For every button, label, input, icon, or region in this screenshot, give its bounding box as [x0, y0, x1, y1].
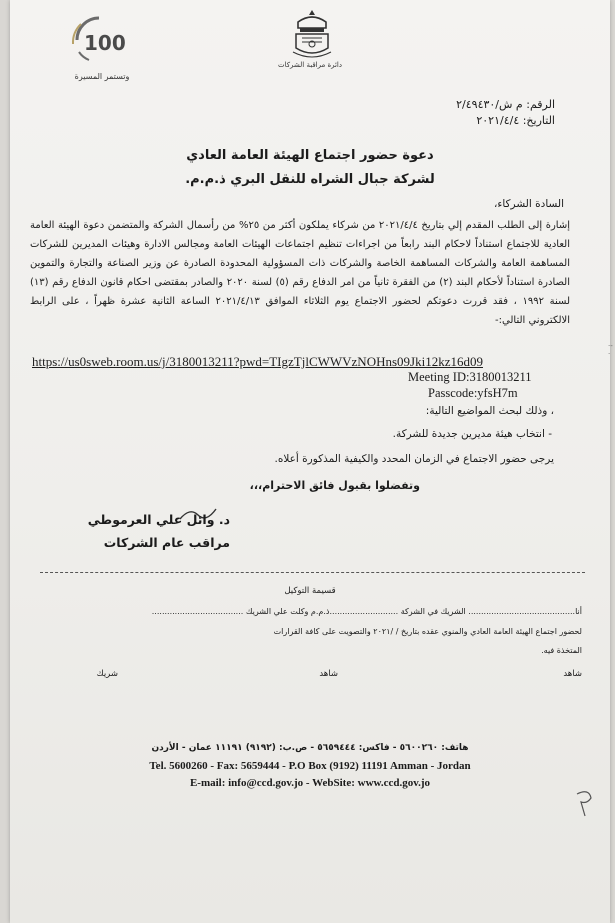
- salutation: السادة الشركاء،: [494, 198, 564, 210]
- reference-block: [456, 98, 555, 130]
- proxy-line-2: لحضور اجتماع الهيئة العامة العادي والمنوي عقده بتاريخ / /٢٠٢١ والتصويت على كافة القرارات: [273, 627, 582, 636]
- witness-label: شاهد: [563, 669, 582, 679]
- reference-date: التاريخ: ٢٠٢١/٤/٤: [476, 114, 555, 127]
- proxy-line-3: المتخذة فيه.: [541, 646, 582, 655]
- meeting-passcode: Passcode:yfsH7m: [428, 386, 518, 400]
- partner-label: شريك: [96, 669, 118, 679]
- centennial-100-logo: [67, 14, 137, 66]
- pen-mark: [573, 788, 597, 822]
- topic-item: - انتخاب هيئة مديرين جديدة للشركة.: [392, 428, 552, 440]
- proxy-line-1: أنا.......................................... الشريك في الشركة ...........................ذ.م.م وكلت علي الشريك ....................................: [151, 607, 582, 616]
- footer-english-contact: Tel. 5600260 - Fax: 5659444 - P.O Box (9192) 11191 Amman - Jordan: [149, 760, 471, 772]
- footer-email-website: E-mail: info@ccd.gov.jo - WebSite: www.ccd.gov.jo: [189, 777, 431, 789]
- meeting-id: Meeting ID:3180013211: [408, 370, 532, 384]
- cut-line-divider: [40, 572, 585, 573]
- logo-caption: وتستمر المسيرة: [74, 72, 130, 81]
- signatory-title: مراقب عام الشركات: [103, 535, 230, 550]
- document-title: دعوة حضور اجتماع الهيئة العامة العادي: [186, 148, 434, 163]
- attendance-request: يرجى حضور الاجتماع في الزمان المحدد والكيفية المذكورة أعلاه.: [274, 453, 554, 465]
- body-paragraph: إشارة إلى الطلب المقدم إلي بتاريخ ٢٠٢١/٤/٤ من شركاء يملكون أكثر من ٢٥% من رأسمال الشركة والمتضمن دعوة الهيئة العامة العادية للاجتماع استناداً لاحكام البند رابعاً من اجراءات تنظيم اجتماعات الهيئات العامة ومجالس الادارة وهيئات المديرين للشركات المساهمة العامة والشركات المساهمة الخاصة والشركات ذات المسؤولية المحدودة الصادرة عن وزير الصناعة والتجارة والتموين الصادرة استناداً لأحكام البند (٢) من الفقرة ثانياً من امر الدفاع رقم (٥) لسنة ٢٠٢٠ والصادر بمقتضى احكام قانون الدفاع رقم (١٣) لسنة ١٩٩٢ ، فقد قررت دعوتكم لحضور الاجتماع يوم الثلاثاء الموافق ٢٠٢١/٤/١٣ الساعة الثانية عشرة ظهراً ، على الرابط الالكتروني التالي:-: [30, 220, 570, 326]
- witness-label: شاهد: [319, 669, 338, 679]
- document-page: [10, 0, 613, 923]
- closing-line: وتفضلوا بقبول فائق الاحترام،،،: [249, 479, 420, 492]
- footer-arabic-contact: هاتف: ٥٦٠٠٢٦٠ - فاكس: ٥٦٥٩٤٤٤ - ص.ب: (٩١٩٢) ١١١٩١ عمان - الأردن: [151, 743, 469, 753]
- proxy-title: قسيمة التوكيل: [284, 586, 336, 596]
- seal-caption: دائرة مراقبة الشركات: [278, 61, 342, 69]
- signatory-name: د. وائل علي العرموطي: [87, 512, 230, 527]
- reference-number: الرقم: م ش/٢/٤٩٤٣٠: [456, 98, 555, 111]
- centennial-logo: [62, 14, 142, 84]
- crown-seal-icon: [290, 8, 334, 60]
- document-subtitle: لشركة جبال الشراه للنقل البري ذ.م.م.: [185, 172, 435, 187]
- ministry-seal: [278, 8, 342, 78]
- logo-number: 100: [84, 31, 126, 55]
- margin-mark: ·-·: [608, 342, 613, 358]
- meeting-link[interactable]: https://us0sweb.room.us/j/3180013211?pwd=TIgzTjlCWWVzNOHns09Jki12kz16d09: [32, 354, 483, 369]
- topics-heading: ، وذلك لبحث المواضيع التالية:: [425, 405, 554, 417]
